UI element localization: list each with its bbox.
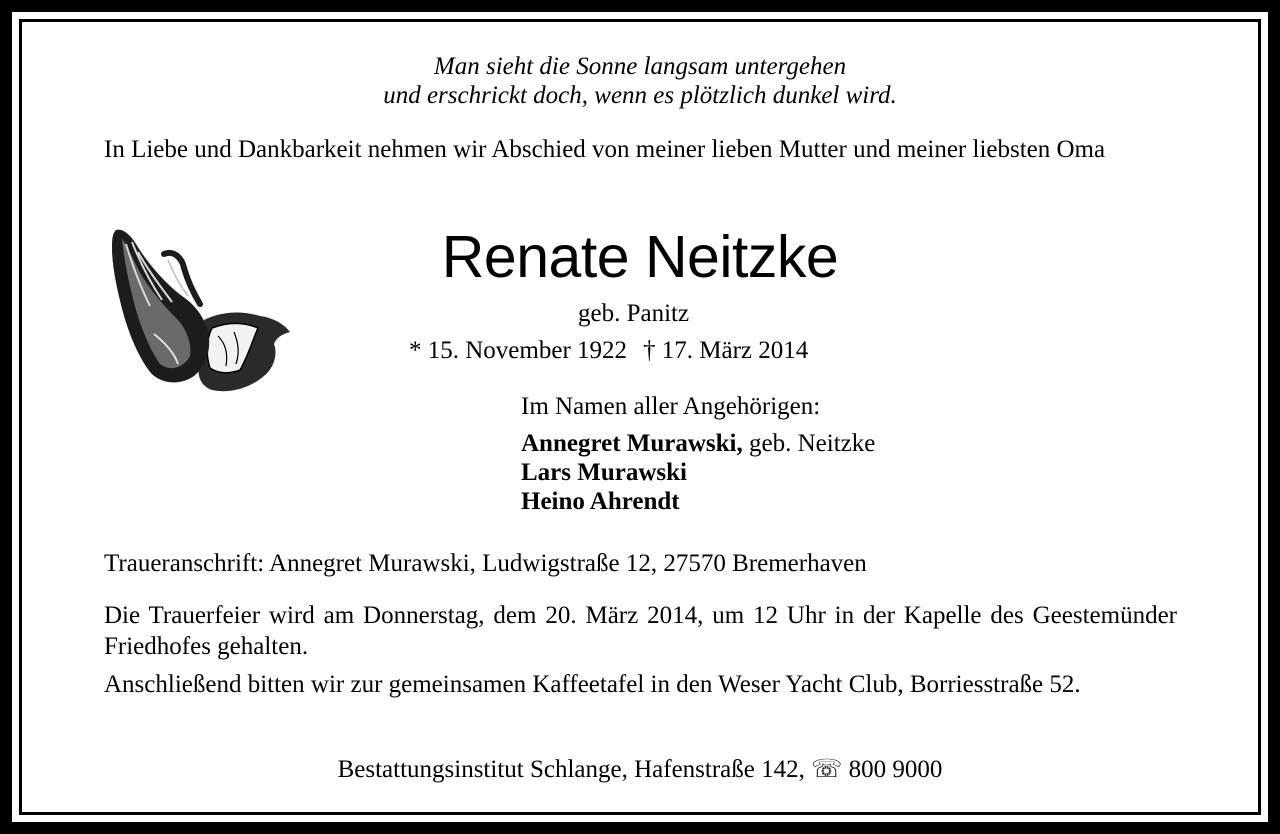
relatives-heading: Im Namen aller Angehörigen: xyxy=(521,393,821,420)
relative-entry xyxy=(521,429,875,458)
undertaker-text: Bestattungsinstitut Schlange, Hafenstraße 142, xyxy=(337,756,805,783)
undertaker-line xyxy=(0,755,1280,785)
relative-name: Lars Murawski xyxy=(521,459,687,486)
birth-date: * 15. November 1922 xyxy=(409,337,628,364)
birth-name: geb. Panitz xyxy=(578,300,690,327)
phone-number: 800 9000 xyxy=(848,756,943,783)
telephone-icon: ☏ xyxy=(811,756,843,783)
relatives-block xyxy=(521,392,875,516)
relative-entry xyxy=(521,487,875,516)
motto-line-2: und erschrickt doch, wenn es plötzlich dunkel wird. xyxy=(383,82,897,109)
relative-name: Heino Ahrendt xyxy=(521,488,680,515)
relative-entry xyxy=(521,458,875,487)
relative-suffix: geb. Neitzke xyxy=(742,430,876,457)
death-date: † 17. März 2014 xyxy=(643,337,809,364)
mourning-address: Traueranschrift: Annegret Murawski, Ludwigstraße 12, 27570 Bremerhaven xyxy=(104,550,867,577)
intro-text: In Liebe und Dankbarkeit nehmen wir Abschied von meiner lieben Mutter und meiner liebsten Oma xyxy=(104,136,1106,163)
deceased-name: Renate Neitzke xyxy=(441,224,839,290)
funeral-service-text: Die Trauerfeier wird am Donnerstag, dem 20. März 2014, um 12 Uhr in der Kapelle des Geestemünder Friedhofes gehalten. xyxy=(104,602,1177,660)
motto-quote xyxy=(0,52,1280,110)
motto-line-1: Man sieht die Sonne langsam untergehen xyxy=(433,53,847,80)
life-dates xyxy=(409,336,808,366)
relative-name: Annegret Murawski, xyxy=(521,430,743,457)
reception-text: Anschließend bitten wir zur gemeinsamen Kaffeetafel in den Weser Yacht Club, Borriesstraße 52. xyxy=(104,671,1081,698)
